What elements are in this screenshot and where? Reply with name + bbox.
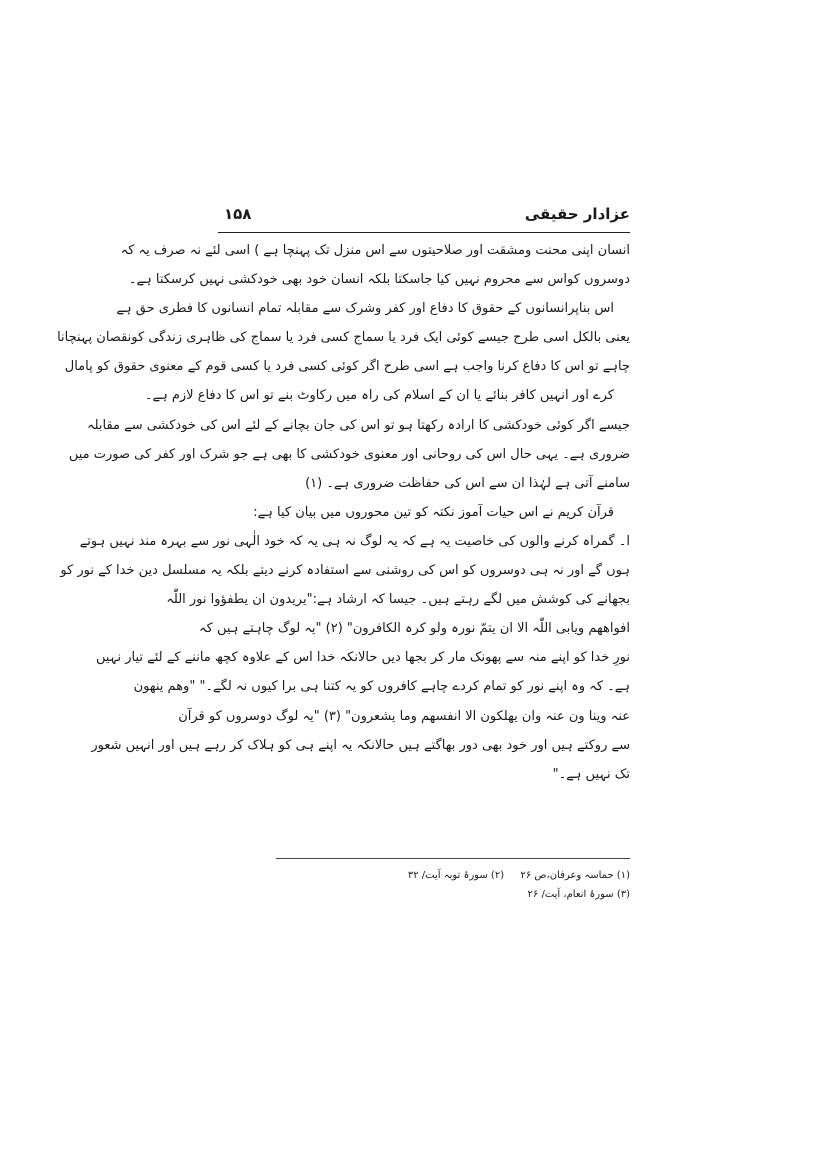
text-line: اس بناپرانسانوں کے حقوق کا دفاع اور کفر وشرک سے مقابلہ تمام انسانوں کا فطری حق ہے xyxy=(116,301,614,317)
text-line: ا۔ گمراہ کرنے والوں کی خاصیت یہ ہے کہ یہ لوگ نہ ہی یہ کہ خود الٰہی نور سے بہرہ مند نہیں ہوتے xyxy=(79,533,630,549)
page-number: ۱۵۸ xyxy=(224,205,252,223)
text-line: بجھانے کی کوشش میں لگے رہتے ہیں۔ جیسا کہ ارشاد ہے:"یریدون ان یطفؤوا نور اللّٰہ xyxy=(166,592,630,608)
footnote-3: (۳) سورۂ انعام، آیت/ ۲۶ xyxy=(527,889,630,900)
text-line: دوسروں کواس سے محروم نہیں کیا جاسکتا بلکہ انسان خود بھی خودکشی نہیں کرسکتا ہے۔ xyxy=(128,272,630,288)
text-line: عنہ وینا ون عنہ وان یھلکون الا انفسھم وما یشعرون" (۳) "یہ لوگ دوسروں کو قرآن xyxy=(178,708,630,724)
text-line: ضروری ہے۔ یہی حال اس کی روحانی اور معنوی خودکشی کا بھی ہے جو شرک اور کفر کی صورت میں xyxy=(68,446,630,462)
text-line: ہے۔ کہ وہ اپنے نور کو تمام کردے چاہے کافروں کو یہ کتنا ہی برا کیوں نہ لگے۔" "وھم ینھون xyxy=(133,679,630,695)
text-line: کرے اور انہیں کافر بنائے یا ان کے اسلام کی راہ میں رکاوٹ بنے تو اس کا دفاع لازم ہے۔ xyxy=(144,388,614,404)
text-line: افواھھم ویابی اللّٰہ الا ان یتمّ نورہ ولو کرہ الکافرون" (۲) "یہ لوگ چاہتے ہیں کہ xyxy=(199,621,630,637)
body-text xyxy=(57,236,630,789)
footnote-row xyxy=(218,885,630,904)
page-header xyxy=(218,203,630,229)
header-rule xyxy=(218,232,630,233)
text-line: قرآن کریم نے اس حیات آموز نکتہ کو تین محوروں میں بیان کیا ہے: xyxy=(253,504,614,520)
footnotes xyxy=(218,866,630,904)
text-line: تک نہیں ہے۔" xyxy=(552,766,630,782)
text-line: انسان اپنی محنت ومشقت اور صلاحیتوں سے اس منزل تک پہنچا ہے ) اسی لئے نہ صرف یہ کہ xyxy=(120,243,630,258)
footnote-2: (۲) سورۂ توبہ آیت/ ۳۲ xyxy=(407,870,505,881)
text-line: سامنے آتی ہے لہٰذا ان سے اس کی حفاظت ضروری ہے۔ (۱) xyxy=(305,475,630,491)
text-line: یعنی بالکل اسی طرح جیسے کوئی ایک فرد یا سماج کسی فرد یا سماج کی ظاہری زندگی کونقصان پہنچانا xyxy=(57,330,630,346)
text-line: چاہے تو اس کا دفاع کرنا واجب ہے اسی طرح اگر کوئی کسی فرد یا کسی قوم کے معنوی حقوق کو پامال xyxy=(64,359,630,375)
footnote-row xyxy=(218,866,630,885)
text-line: جیسے اگر کوئی خودکشی کا ارادہ رکھتا ہو تو اس کی جان بچانے کے لئے اس کی خودکشی سے مقابلہ xyxy=(86,417,630,433)
footnote-rule xyxy=(276,858,630,859)
text-line: سے روکتے ہیں اور خود بھی دور بھاگتے ہیں حالانکہ یہ اپنے ہی کو ہلاک کر رہے ہیں اور انہیں شعور xyxy=(91,737,630,753)
text-line: ہوں گے اور نہ ہی دوسروں کو اس کی روشنی سے استفادہ کرنے دیتے بلکہ یہ مسلسل دین خدا کے نور کو xyxy=(60,563,630,579)
text-line: نورِ خدا کو اپنے منہ سے پھونک مار کر بجھا دیں حالانکہ خدا اس کے علاوہ کچھ ماننے کے لئے تیار نہیں xyxy=(96,650,630,666)
footnote-1: (۱) حماسہ وعرفان،ص ۲۶ xyxy=(520,870,630,881)
running-title: عزادار حقیقی xyxy=(524,205,630,223)
